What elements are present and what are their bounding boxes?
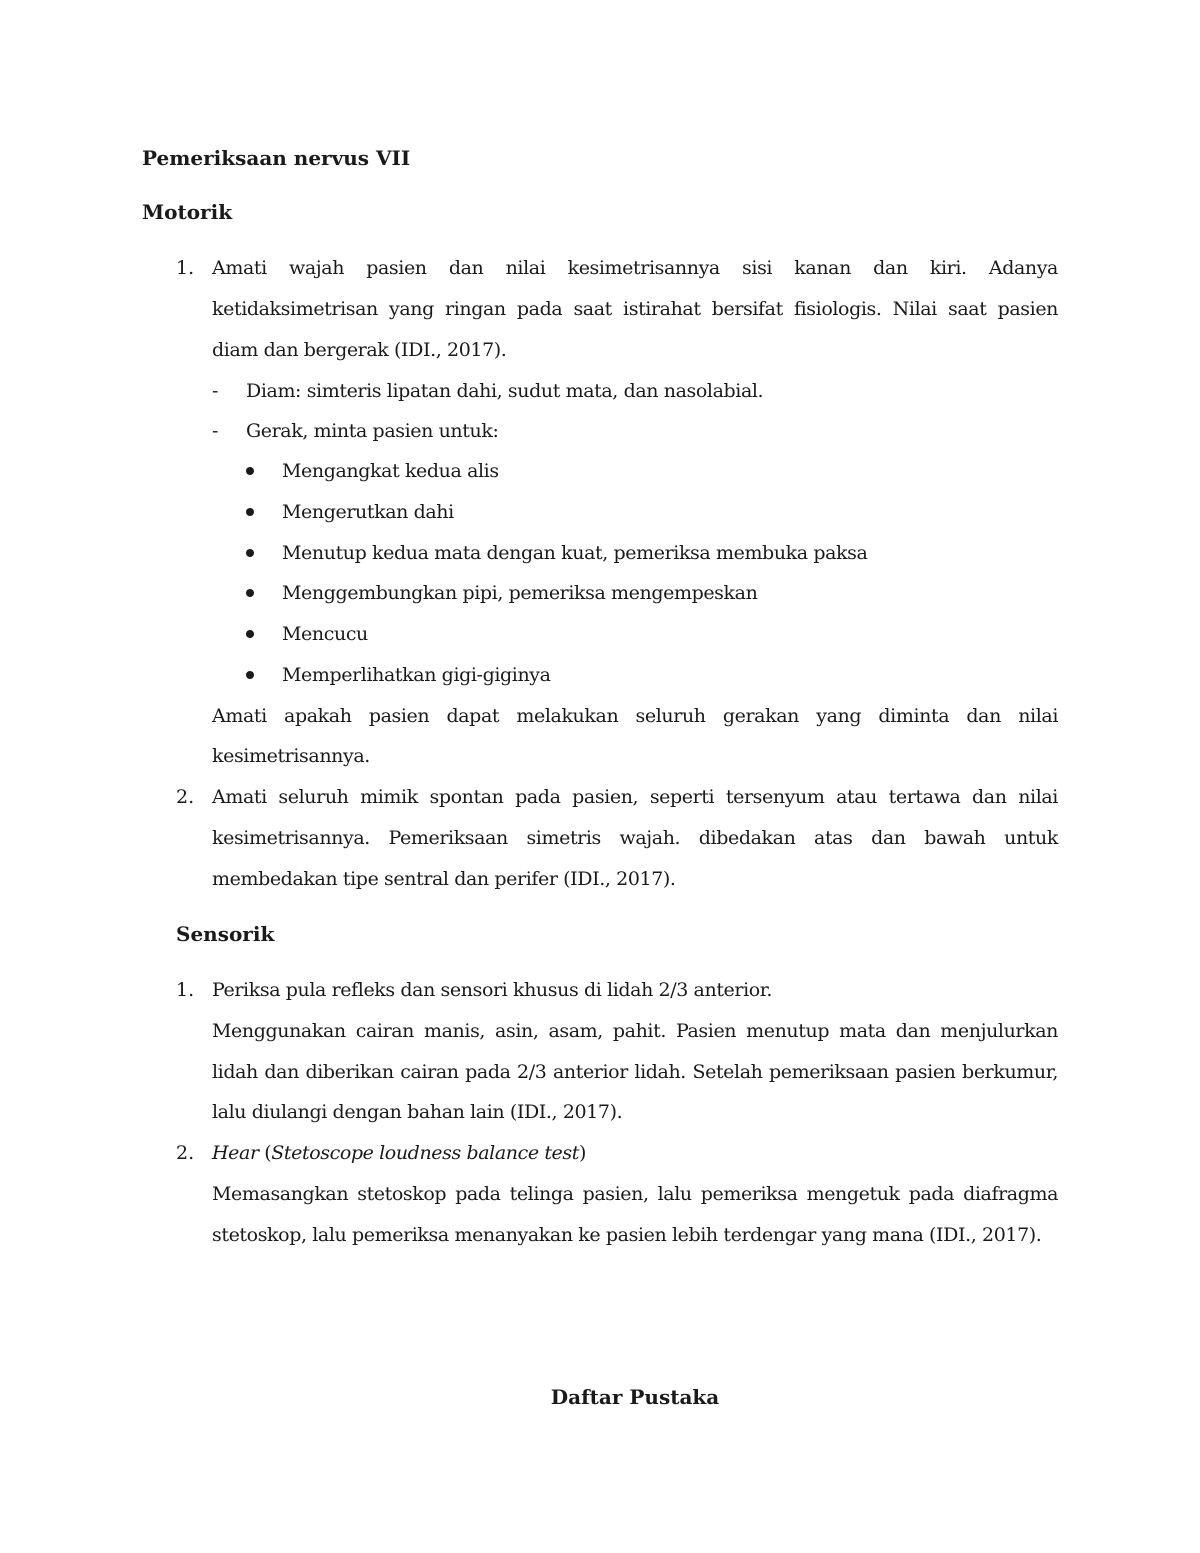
list-number: 1. — [176, 257, 195, 279]
paragraph-line: Amati apakah pasien dapat melakukan seluruh gerakan yang diminta dan nilai — [212, 705, 1058, 727]
item-title-main: Hear — [212, 1142, 259, 1164]
item-title — [212, 1140, 586, 1166]
paragraph-line: Amati seluruh mimik spontan pada pasien, seperti tersenyum atau tertawa dan nilai — [212, 786, 1058, 808]
item-title-open-paren: ( — [258, 1142, 272, 1164]
bullet-icon — [246, 671, 254, 679]
item-title-sub: Stetoscope loudness balance test — [271, 1142, 579, 1164]
references-heading: Daftar Pustaka — [550, 1385, 720, 1409]
paragraph-line: membedakan tipe sentral dan perifer (IDI., 2017). — [212, 868, 676, 890]
bullet-icon — [246, 630, 254, 638]
bullet-item-text: Mencucu — [282, 623, 368, 645]
section-heading-sensorik: Sensorik — [176, 922, 275, 946]
bullet-item-text: Memperlihatkan gigi-giginya — [282, 664, 551, 686]
page-title: Pemeriksaan nervus VII — [142, 146, 411, 170]
sub-item-text: Diam: simteris lipatan dahi, sudut mata, dan nasolabial. — [246, 380, 764, 402]
bullet-item-text: Mengangkat kedua alis — [282, 460, 499, 482]
bullet-item-text: Menutup kedua mata dengan kuat, pemeriksa membuka paksa — [282, 542, 868, 564]
paragraph-line: Memasangkan stetoskop pada telinga pasien, lalu pemeriksa mengetuk pada diafragma — [212, 1183, 1058, 1205]
bullet-icon — [246, 589, 254, 597]
item-title-close-paren: ) — [579, 1142, 587, 1164]
bullet-icon — [246, 549, 254, 557]
paragraph-line: Amati wajah pasien dan nilai kesimetrisannya sisi kanan dan kiri. Adanya — [212, 257, 1058, 279]
paragraph-line: Periksa pula refleks dan sensori khusus di lidah 2/3 anterior. — [212, 979, 773, 1001]
section-heading-motorik: Motorik — [142, 200, 233, 224]
paragraph-line: ketidaksimetrisan yang ringan pada saat istirahat bersifat fisiologis. Nilai saat pasien — [212, 298, 1058, 320]
bullet-icon — [246, 467, 254, 475]
bullet-item-text: Menggembungkan pipi, pemeriksa mengempeskan — [282, 582, 758, 604]
bullet-item-text: Mengerutkan dahi — [282, 501, 454, 523]
paragraph-line: kesimetrisannya. Pemeriksaan simetris wajah. dibedakan atas dan bawah untuk — [212, 827, 1058, 849]
paragraph-line: Menggunakan cairan manis, asin, asam, pahit. Pasien menutup mata dan menjulurkan — [212, 1020, 1058, 1042]
paragraph-line: diam dan bergerak (IDI., 2017). — [212, 339, 507, 361]
list-number: 2. — [176, 1142, 195, 1164]
paragraph-line: lidah dan diberikan cairan pada 2/3 anterior lidah. Setelah pemeriksaan pasien berkumur, — [212, 1061, 1058, 1083]
sub-item-text: Gerak, minta pasien untuk: — [246, 420, 499, 442]
paragraph-line: lalu diulangi dengan bahan lain (IDI., 2017). — [212, 1101, 623, 1123]
dash-marker: - — [212, 420, 219, 442]
paragraph-line: stetoskop, lalu pemeriksa menanyakan ke pasien lebih terdengar yang mana (IDI., 2017). — [212, 1224, 1042, 1246]
list-number: 1. — [176, 979, 195, 1001]
dash-marker: - — [212, 380, 219, 402]
bullet-icon — [246, 508, 254, 516]
list-number: 2. — [176, 786, 195, 808]
paragraph-line: kesimetrisannya. — [212, 745, 370, 767]
